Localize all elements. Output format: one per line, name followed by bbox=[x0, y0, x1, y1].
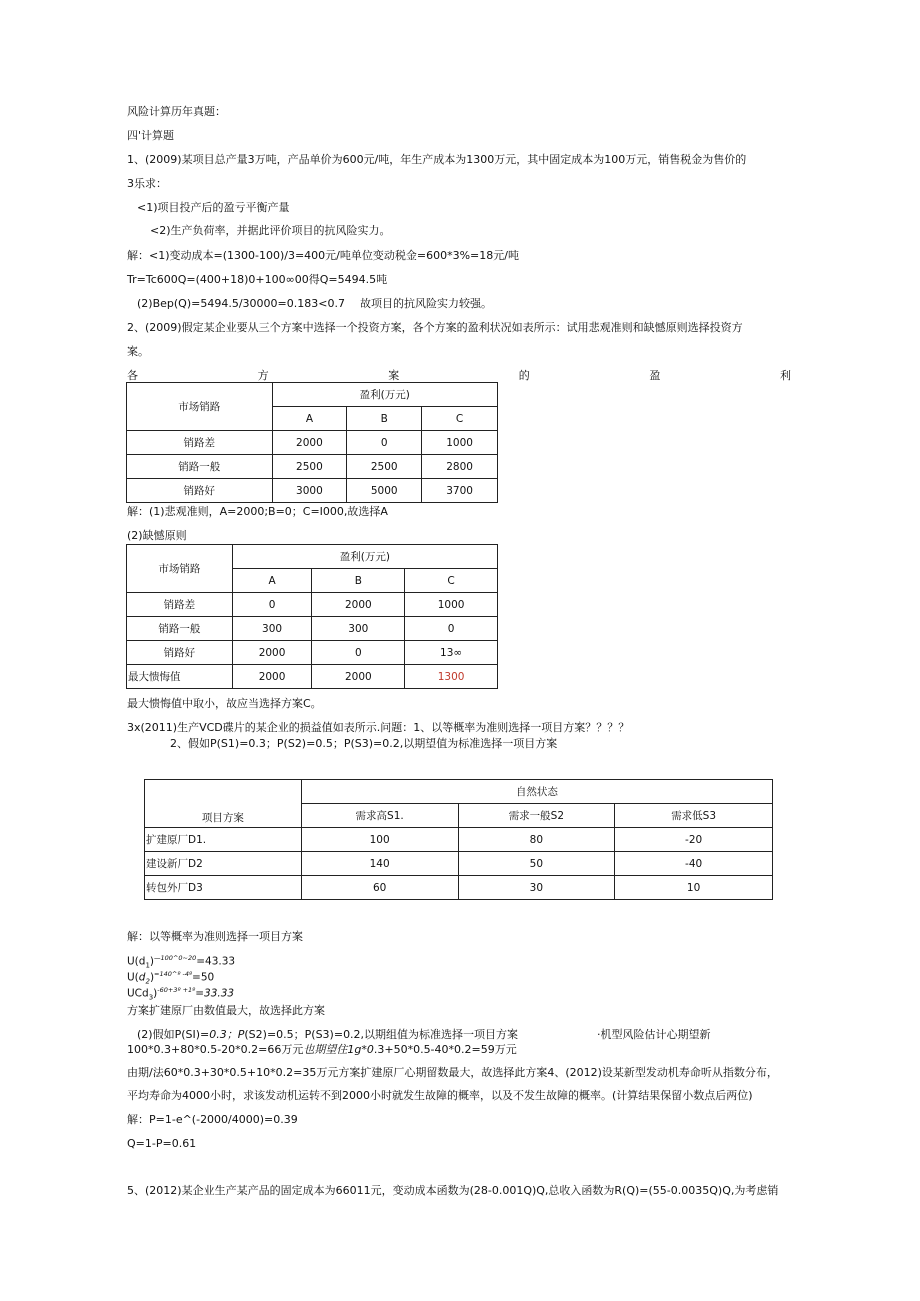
table-cell: -20 bbox=[615, 828, 773, 852]
profit-table-1 bbox=[126, 382, 498, 503]
q3-conclusion: 方案扩建原厂由数值最大，故选择此方案 bbox=[127, 1004, 325, 1017]
formula-result: =43.33 bbox=[196, 955, 236, 968]
table-cell: 300 bbox=[232, 617, 312, 641]
table-header-project: 项目方案 bbox=[145, 780, 302, 828]
q1-solution1: 解：<1)变动成本=(1300-100)/3=400元/吨单位变动税金=600*3%=18元/吨 bbox=[127, 249, 519, 262]
row-label: 销路差 bbox=[127, 431, 273, 455]
row-label: 最大愦悔值 bbox=[127, 665, 233, 689]
q3-q4-merged-line1: 由期/法60*0.3+30*0.5+10*0.2=35万元方案扩建原厂心期留数最大，故选择此方案4、(2012)设某新型发动机寿命听从指数分布， bbox=[127, 1066, 778, 1079]
table-cell: 0 bbox=[232, 593, 312, 617]
q3-calc bbox=[127, 1043, 517, 1057]
q3-part2 bbox=[137, 1028, 518, 1042]
q1-line1: 1、(2009)某项目总产量3万吨，产品单价为600元/吨，年生产成本为1300万元，其中固定成本为100万元，销售税金为售价的 bbox=[127, 153, 747, 166]
regret-table bbox=[126, 544, 498, 689]
table-cell: 2000 bbox=[312, 665, 405, 689]
formula-text: ) bbox=[149, 971, 155, 984]
table-cell: 100 bbox=[301, 828, 458, 852]
table-cell: 0 bbox=[347, 431, 422, 455]
table-col-s3: 需求低S3 bbox=[615, 804, 773, 828]
formula-text: U(d bbox=[127, 955, 146, 968]
formula-text: (2)假如P(SI) bbox=[137, 1028, 201, 1041]
formula-superscript: -60+3º +1º bbox=[157, 986, 196, 994]
caption-char: 案 bbox=[388, 369, 400, 382]
table-row bbox=[145, 852, 773, 876]
q1-item1: <1)项目投产后的盈亏平衡产量 bbox=[137, 201, 290, 214]
table-row bbox=[127, 617, 498, 641]
table-cell: 2000 bbox=[232, 665, 312, 689]
q5-line1: 5、(2012)某企业生产某产品的固定成本为66011元，变动成本函数为(28-0.001Q)Q,总收入函数为R(Q)=(55-0.0035Q)Q,为考虑销 bbox=[127, 1184, 779, 1197]
table-col-a: A bbox=[272, 407, 347, 431]
table-row bbox=[127, 593, 498, 617]
table-cell: 5000 bbox=[347, 479, 422, 503]
table-col-b: B bbox=[347, 407, 422, 431]
caption-char: 方 bbox=[257, 369, 269, 382]
formula-result: =33.33 bbox=[195, 987, 235, 1000]
table-cell: 3700 bbox=[422, 479, 498, 503]
formula-text: d bbox=[138, 971, 146, 984]
formula-superscript: —100^0~20 bbox=[154, 954, 197, 962]
table-col-s2: 需求一般S2 bbox=[458, 804, 615, 828]
table-cell: 2000 bbox=[312, 593, 405, 617]
doc-title: 风险计算历年真题： bbox=[127, 105, 226, 118]
formula-subscript: 2 bbox=[145, 977, 150, 986]
table-col-c: C bbox=[405, 569, 498, 593]
q1-solution3: (2)Bep(Q)=5494.5/30000=0.183<0.7 bbox=[137, 297, 345, 310]
table-row bbox=[127, 479, 498, 503]
row-label: 销路好 bbox=[127, 479, 273, 503]
q4-solution2: Q=1-P=0.61 bbox=[127, 1137, 197, 1150]
table-col-c: C bbox=[422, 407, 498, 431]
q1-line2: 3乐求： bbox=[127, 177, 167, 190]
formula-superscript: =140^º -4º bbox=[154, 970, 193, 978]
q2-line1: 2、(2009)假定某企业要从三个方案中选择一个投资方案，各个方案的盈利状况如表所示：试用悲观准则和缺憾原则选择投资方 bbox=[127, 321, 743, 334]
payoff-table bbox=[144, 779, 773, 900]
table-row bbox=[127, 431, 498, 455]
row-label: 销路好 bbox=[127, 641, 233, 665]
table-header-market: 市场销路 bbox=[127, 545, 233, 593]
table-cell: -40 bbox=[615, 852, 773, 876]
q3-line1: 3x(2011)生产VCD碟片的某企业的损益值如表所示.问题：1、以等概率为准则选择一项目方案？？？？ bbox=[127, 721, 630, 734]
formula-subscript: 3 bbox=[148, 993, 154, 1002]
formula-text: =0.3；P bbox=[200, 1028, 245, 1041]
row-label: 销路一般 bbox=[127, 455, 273, 479]
formula-text: (S2)=0.5；P(S3)=0.2,以期组值为标准选择一项目方案 bbox=[244, 1028, 519, 1041]
q3-side-note: ·机型风险估计心期望新 bbox=[597, 1028, 711, 1041]
q2-solution1: 解：(1)悲观准则，A=2000;B=0；C=I000,故选择A bbox=[127, 505, 388, 518]
row-label: 转包外厂D3 bbox=[145, 876, 302, 900]
table-row bbox=[145, 876, 773, 900]
row-label: 销路一般 bbox=[127, 617, 233, 641]
table-header-profit: 盈利(万元) bbox=[272, 383, 498, 407]
table-cell: 1000 bbox=[422, 431, 498, 455]
row-label: 建设新厂D2 bbox=[145, 852, 302, 876]
table-cell: 2000 bbox=[272, 431, 347, 455]
formula-text: ) bbox=[153, 987, 158, 1000]
table-cell: 2800 bbox=[422, 455, 498, 479]
q1-solution2: Tr=Tc600Q=(400+18)0+100∞00得Q=5494.5吨 bbox=[127, 273, 388, 286]
formula-text: .3+50*0.5-40*0.2=59万元 bbox=[373, 1043, 517, 1056]
formula-text: UCd bbox=[127, 987, 149, 1000]
q4-solution1: 解：P=1-e^(-2000/4000)=0.39 bbox=[127, 1113, 298, 1126]
caption-char: 的 bbox=[518, 369, 530, 382]
q2-line2: 案。 bbox=[127, 345, 149, 358]
table-row bbox=[127, 641, 498, 665]
table-cell: 10 bbox=[615, 876, 773, 900]
q1-solution3-conclusion: 故项目的抗风险实力较强。 bbox=[360, 297, 492, 310]
formula-text: U( bbox=[127, 971, 139, 984]
table-row bbox=[127, 665, 498, 689]
q3-formula-u3 bbox=[127, 983, 234, 1005]
table-cell: 2500 bbox=[347, 455, 422, 479]
table-cell: 2000 bbox=[232, 641, 312, 665]
caption-char: 各 bbox=[127, 369, 138, 382]
table-cell: 0 bbox=[405, 617, 498, 641]
table-cell: 80 bbox=[458, 828, 615, 852]
table-cell: 2500 bbox=[272, 455, 347, 479]
highlighted-cell: 1300 bbox=[405, 665, 498, 689]
table-row bbox=[127, 455, 498, 479]
q3-q4-merged-line2: 平均寿命为4000小时，求该发动机运转不到2000小时就发生故障的概率，以及不发生故障的概率。(计算结果保留小数点后两位) bbox=[127, 1089, 753, 1102]
table-col-s1: 需求高S1. bbox=[301, 804, 458, 828]
formula-text: ) bbox=[149, 955, 155, 968]
formula-text: 100*0.3+80*0.5-20*0.2=66万元 bbox=[127, 1043, 304, 1056]
q2-justified-caption bbox=[127, 369, 791, 383]
q2-solution2: (2)缺憾原则 bbox=[127, 529, 187, 542]
formula-result: =50 bbox=[192, 971, 215, 984]
table-cell: 60 bbox=[301, 876, 458, 900]
section-heading: 四'计算题 bbox=[127, 129, 175, 142]
q1-item2: <2)生产负荷率，并据此评价项目的抗风险实力。 bbox=[150, 224, 391, 237]
table-cell: 30 bbox=[458, 876, 615, 900]
formula-subscript: 1 bbox=[145, 961, 150, 970]
row-label: 扩建原厂D1. bbox=[145, 828, 302, 852]
caption-char: 盈 bbox=[649, 369, 661, 382]
table-col-b: B bbox=[312, 569, 405, 593]
table-cell: 3000 bbox=[272, 479, 347, 503]
table-header-profit: 盈利(万元) bbox=[232, 545, 497, 569]
table-cell: 13∞ bbox=[405, 641, 498, 665]
table-cell: 300 bbox=[312, 617, 405, 641]
q3-line2: 2、假如P(S1)=0.3；P(S2)=0.5；P(S3)=0.2,以期望值为标准选择一项目方案 bbox=[170, 737, 558, 750]
table-col-a: A bbox=[232, 569, 312, 593]
caption-char: 利 bbox=[779, 369, 791, 382]
table-cell: 50 bbox=[458, 852, 615, 876]
q2-conclusion: 最大愦悔值中取小，故应当选择方案C。 bbox=[127, 697, 322, 710]
table-cell: 0 bbox=[312, 641, 405, 665]
q3-solution-title: 解：以等概率为准则选择一项目方案 bbox=[127, 930, 303, 943]
table-row bbox=[145, 828, 773, 852]
table-cell: 1000 bbox=[405, 593, 498, 617]
table-cell: 140 bbox=[301, 852, 458, 876]
formula-text: 也期望住1g*0 bbox=[303, 1043, 374, 1056]
table-header-state: 自然状态 bbox=[301, 780, 772, 804]
row-label: 销路差 bbox=[127, 593, 233, 617]
table-header-market: 市场销路 bbox=[127, 383, 273, 431]
